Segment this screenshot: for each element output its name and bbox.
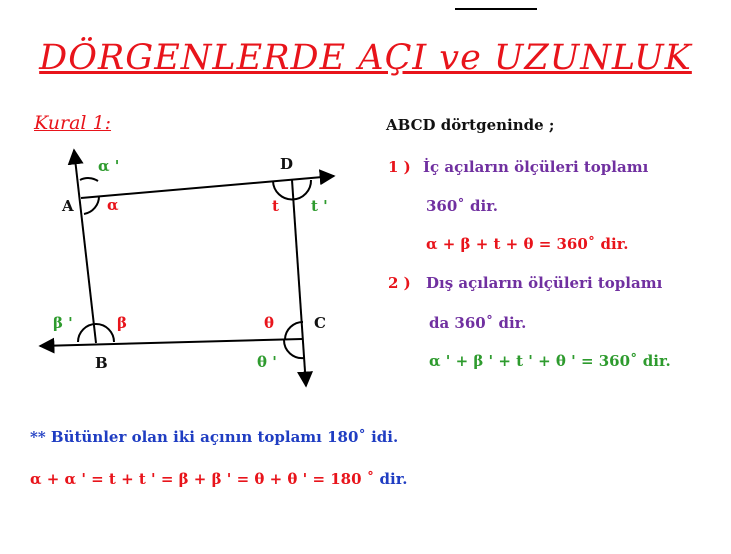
angle-a-outer-label: α ' [98, 157, 120, 175]
vertex-d-label: D [280, 155, 294, 173]
item2-number: 2 ) [388, 274, 411, 292]
heading-text: ABCD dörtgeninde ; [386, 116, 555, 134]
note-line1: ** Bütünler olan iki açının toplamı 180˚ idi. [30, 428, 399, 446]
item2-line1: Dış açıların ölçüleri toplamı [426, 274, 663, 292]
arc-a-inner [84, 196, 99, 214]
angle-d-outer-label: t ' [311, 197, 328, 215]
item1-number: 1 ) [388, 158, 411, 176]
vertex-b-label: B [95, 354, 108, 372]
vertex-c-label: C [314, 314, 326, 332]
line-dc [292, 180, 306, 386]
note-formula: α + α ' = t + t ' = β + β ' = θ + θ ' = 180 ˚ [30, 470, 375, 488]
item1-formula: α + β + t + θ = 360˚ dir. [426, 235, 629, 253]
item2-formula: α ' + β ' + t ' + θ ' = 360˚ dir. [429, 352, 671, 370]
item1-line1: İç açıların ölçüleri toplamı [423, 158, 649, 176]
arc-c-inner [285, 322, 303, 339]
line-cb [40, 339, 302, 346]
vertex-a-label: A [62, 197, 74, 215]
angle-a-inner-label: α [107, 196, 119, 214]
rule-label: Kural 1: [34, 112, 112, 134]
arc-a-outer [80, 178, 98, 181]
angle-d-inner-label: t [272, 197, 279, 215]
angle-c-inner-label: θ [264, 314, 275, 332]
note-line2 [30, 470, 407, 488]
arc-c-outer [284, 340, 304, 358]
item1-line2: 360˚ dir. [426, 197, 498, 215]
angle-c-outer-label: θ ' [257, 353, 277, 371]
angle-b-inner-label: β [117, 314, 127, 332]
note-suffix: dir. [379, 470, 408, 488]
line-ad [81, 176, 334, 198]
page-title: DÖRGENLERDE AÇI ve UZUNLUK [39, 38, 692, 78]
angle-b-outer-label: β ' [53, 314, 73, 332]
item2-line2: da 360˚ dir. [429, 314, 527, 332]
